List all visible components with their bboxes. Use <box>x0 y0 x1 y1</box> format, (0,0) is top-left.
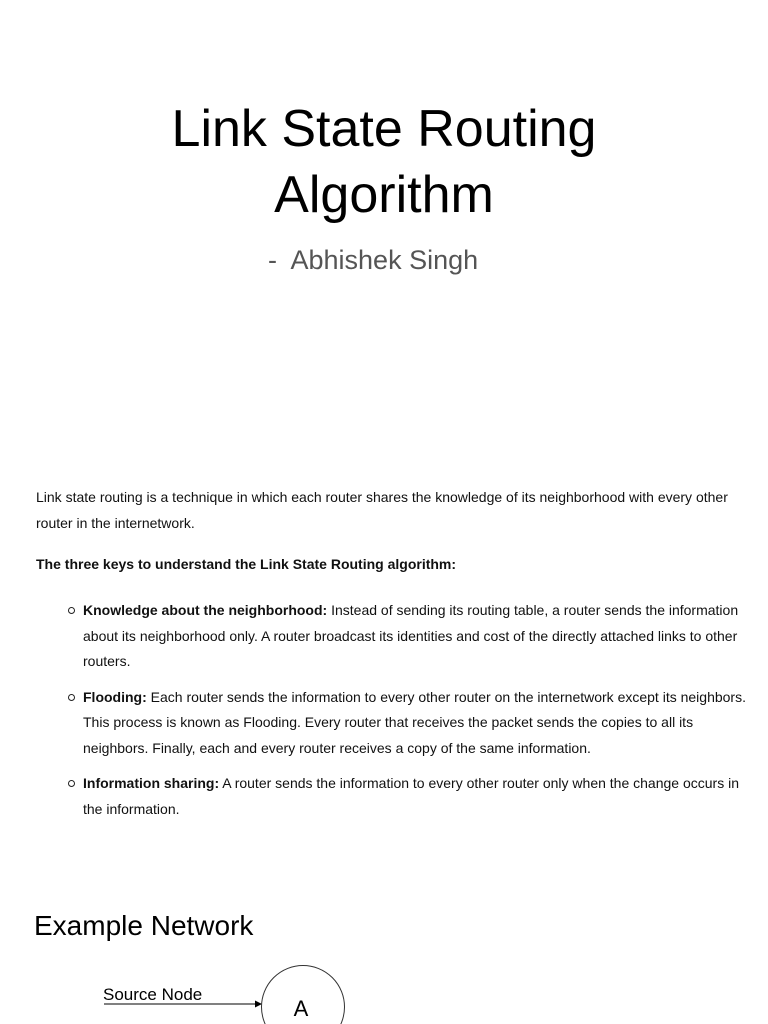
source-arrow-head <box>255 1001 262 1008</box>
author-line: - Abhishek Singh <box>268 245 479 275</box>
intro-paragraph: Link state routing is a technique in which each router shares the knowledge of its neighborhood with every other router in the internetwork. <box>36 489 728 531</box>
slide-title <box>0 96 768 228</box>
title-line-1: Link State Routing <box>171 100 597 158</box>
key-item-information-sharing <box>36 771 752 822</box>
content-block <box>36 484 752 832</box>
key-term: Flooding: <box>83 688 147 705</box>
key-item-neighborhood <box>36 598 752 675</box>
key-text: Each router sends the information to every other router on the internetwork except its neighbors. This process is known as Flooding. Every router that receives the packet sends the copies to all its neighbors. Finally, each and every router receives a copy of the same information. <box>83 688 746 756</box>
keys-heading: The three keys to understand the Link State Routing algorithm: <box>36 556 457 572</box>
example-network-title: Example Network <box>34 910 254 941</box>
key-item-flooding <box>36 685 752 762</box>
key-text: Instead of sending its routing table, a router sends the information about its neighborhood only. A router broadcast its identities and cost of the directly attached links to other routers. <box>83 602 739 669</box>
hollow-bullet-icon <box>68 694 75 701</box>
node-a-label: A <box>293 996 309 1021</box>
hollow-bullet-icon <box>68 607 75 614</box>
key-term: Information sharing: <box>83 775 220 791</box>
key-text: A router sends the information to every other router only when the change occurs in the information. <box>83 775 739 817</box>
source-node-label: Source Node <box>103 985 203 1004</box>
hollow-bullet-icon <box>68 780 75 787</box>
title-slide <box>0 0 768 420</box>
key-list <box>36 598 752 822</box>
title-line-2: Algorithm <box>274 166 494 224</box>
key-term: Knowledge about the neighborhood: <box>83 602 328 618</box>
